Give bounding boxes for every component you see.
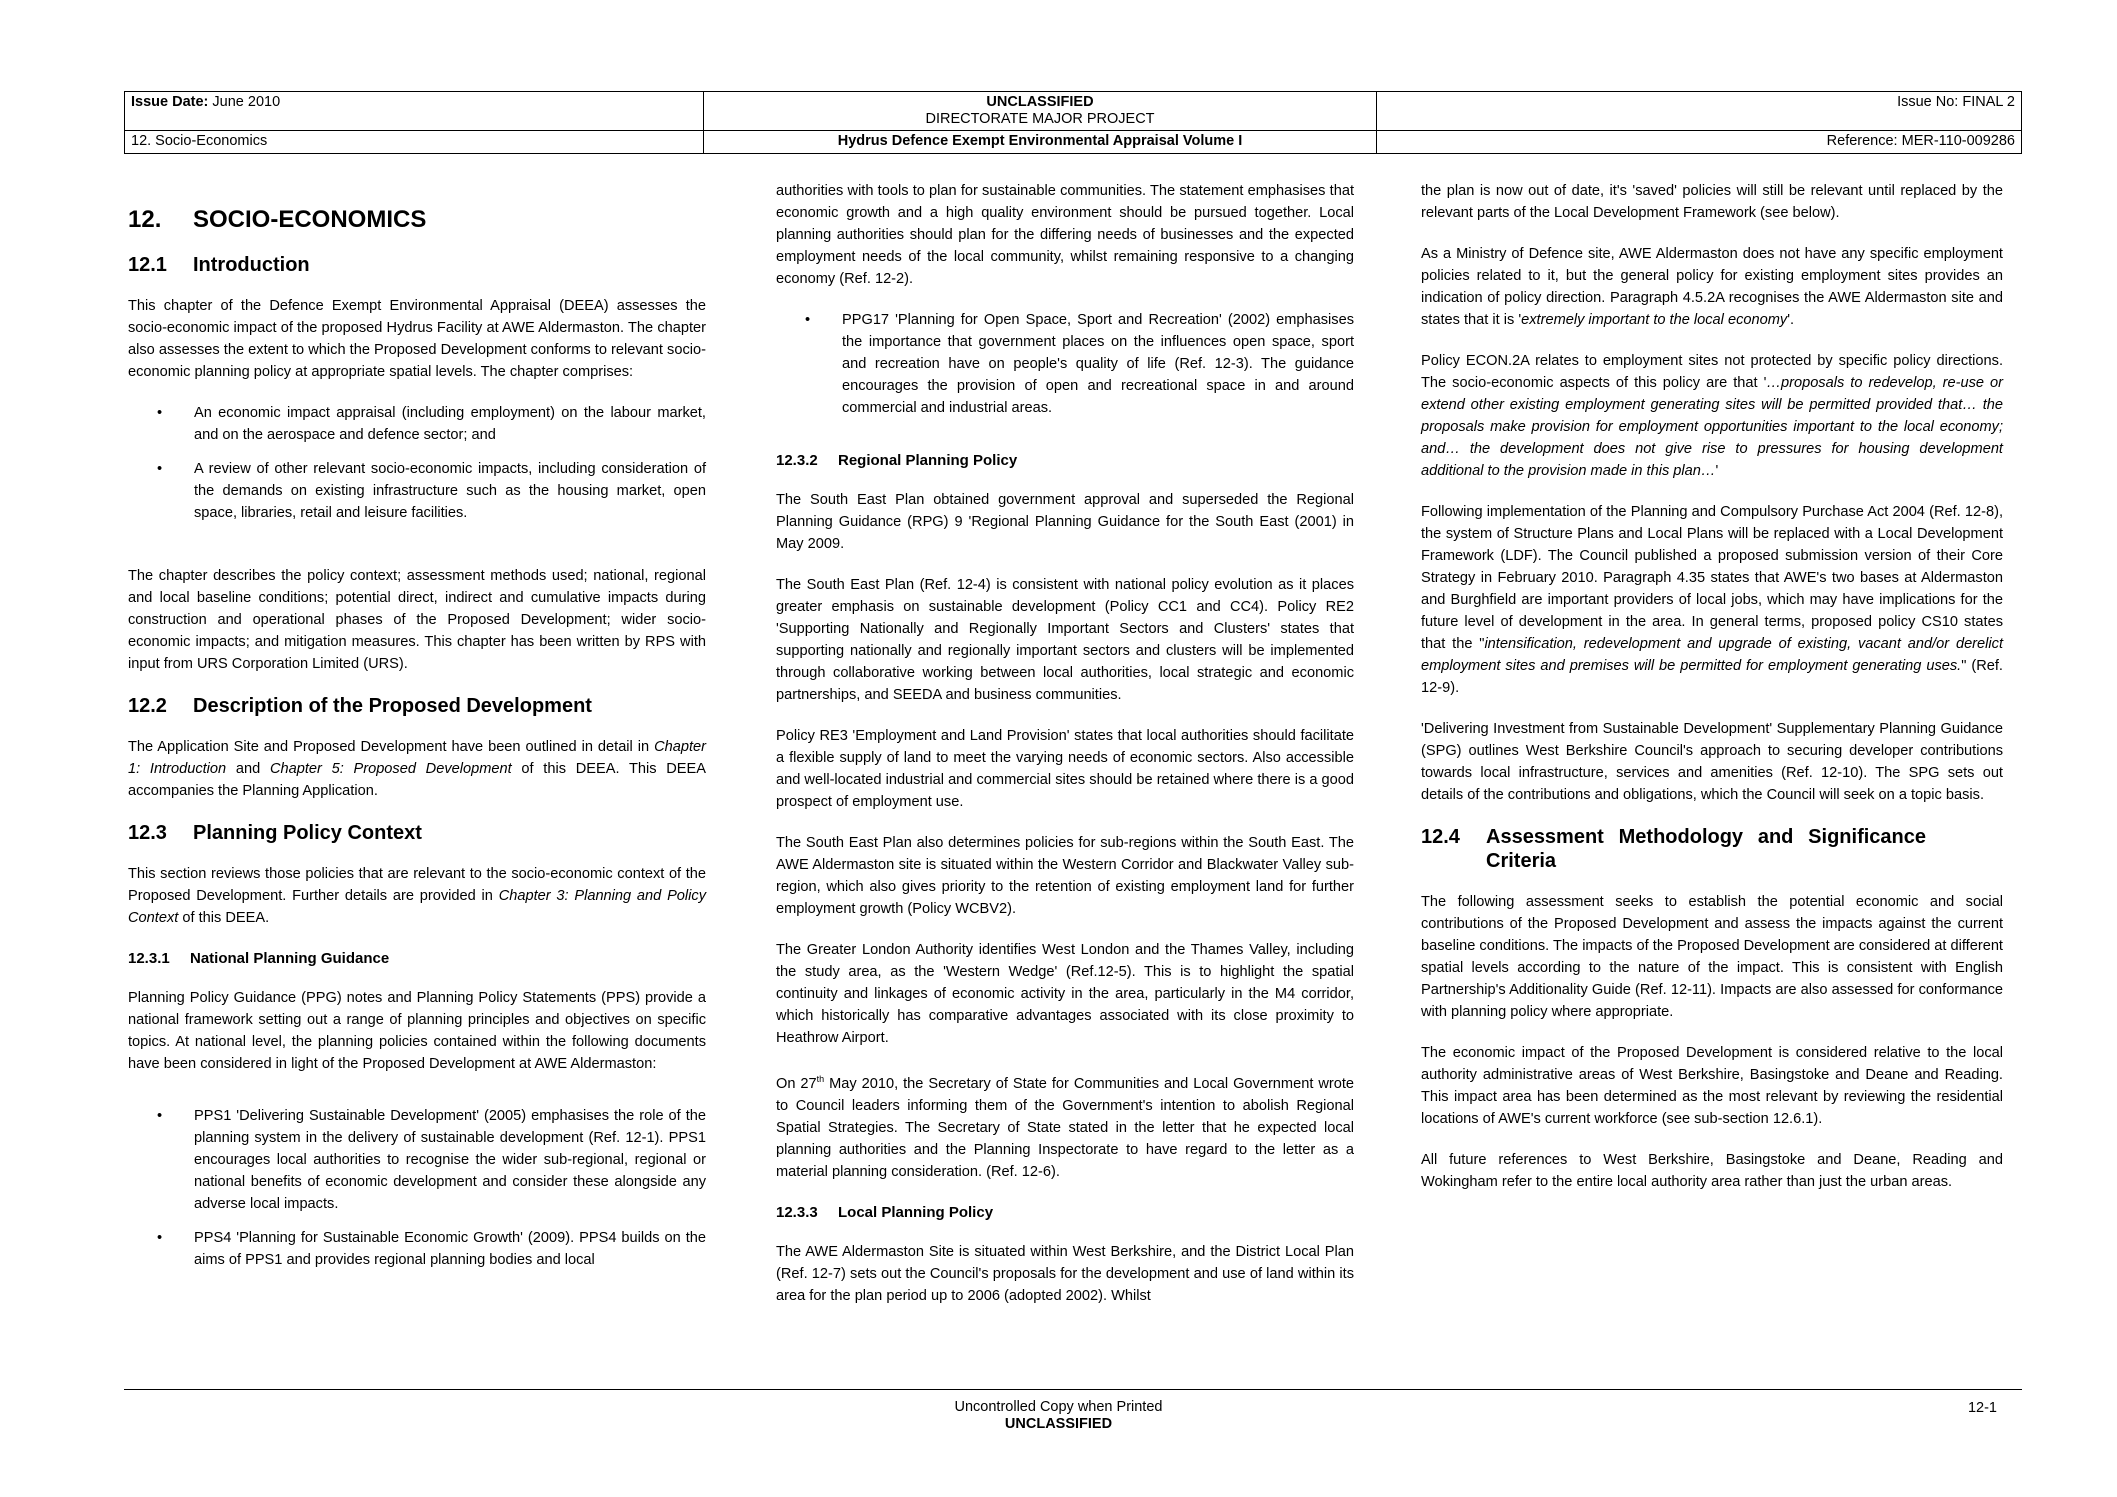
left-column: [128, 180, 706, 1290]
paragraph: The AWE Aldermaston Site is situated within West Berkshire, and the District Local Plan (Ref. 12-7) sets out the Council's proposals for the development and use of land within its area for the plan period up to 2006 (adopted 2002). Whilst: [776, 1243, 1354, 1304]
section-title: Assessment Methodology and Significance Criteria: [1486, 826, 1926, 872]
quotation: …proposals to redevelop, re-use or extend other existing employment generating sites will be permitted provided that… the proposals make provision for employment opportunities important to the local economy; and… the development does not give rise to pressures for housing development additional to the provision made in this plan…: [1421, 375, 2003, 479]
section-number: 12.4: [1421, 826, 1460, 848]
list-item: • An economic impact appraisal (including employment) on the labour market, and on the aerospace and defence sector; and: [128, 402, 706, 446]
header-classification: UNCLASSIFIED: [986, 94, 1094, 110]
paragraph: This chapter of the Defence Exempt Environmental Appraisal (DEEA) assesses the socio-economic impact of the proposed Hydrus Facility at AWE Aldermaston. The chapter also assesses the extent to which the Proposed Development conforms to relevant socio-economic planning policy at appropriate spatial levels. The chapter comprises:: [128, 298, 706, 380]
bullet-list: [776, 309, 1354, 419]
subsection-heading-local: [776, 1202, 1354, 1224]
text-run: " (Ref. 12-9).: [1421, 658, 2003, 696]
paragraph: [1421, 350, 2003, 482]
issue-date-cell: [125, 92, 704, 131]
text-run: ': [1715, 463, 1719, 479]
section-heading-description: [128, 694, 706, 718]
text-run: This section reviews those policies that are relevant to the socio-economic context of the Proposed Development. Further details are provided in: [128, 866, 706, 904]
text-run: '.: [1787, 312, 1795, 328]
footer-classification: UNCLASSIFIED: [1004, 1416, 1113, 1432]
subsection-number: 12.3.1: [128, 950, 170, 967]
section-heading-assessment: [1421, 825, 2003, 873]
paragraph: The following assessment seeks to establish the potential economic and social contributions of the Proposed Development and assess the impacts against the current baseline conditions. The impacts of the Proposed Development are considered at different spatial levels according to the nature of the impact. This is consistent with English Partnership's Additionality Guide (Ref. 12-11). Impacts are also assessed for conformance with planning policy where appropriate.: [1421, 894, 2003, 1020]
text-run: Policy ECON.2A relates to employment sites not protected by specific policy directions. The socio-economic aspects of this policy are that ': [1421, 353, 2003, 391]
subsection-title: Regional Planning Policy: [838, 452, 1018, 469]
chapter-reference: Chapter 1: Introduction: [128, 739, 706, 777]
chapter-reference: Chapter 5: Proposed Development: [269, 761, 512, 777]
paragraph: The South East Plan (Ref. 12-4) is consistent with national policy evolution as it places greater emphasis on sustainable development (Policy CC1 and CC4). Policy RE2 'Supporting Nationally and Regionally Important Sectors and Clusters' states that supporting nationally and regionally important sectors and clusters will be implemented through collaborative working between local authorities, local strategic and economic partnerships, and SEEDA and business communities.: [776, 577, 1354, 703]
issue-date-value: June 2010: [212, 94, 281, 110]
paragraph: The chapter describes the policy context; assessment methods used; national, regional and local baseline conditions; potential direct, indirect and cumulative impacts during construction and operational phases of the Proposed Development; wider socio-economic impacts; and mitigation measures. This chapter has been written by RPS with input from URS Corporation Limited (URS).: [128, 568, 706, 672]
section-heading-planning-policy: [128, 821, 706, 845]
bullet-list: [128, 402, 706, 524]
superscript: th: [816, 1074, 825, 1084]
section-number: 12.2: [128, 695, 167, 717]
bullet-list: [128, 1105, 706, 1271]
text-run: On 27: [776, 1075, 817, 1092]
right-column: [1421, 180, 2003, 1212]
document-header: [124, 91, 2022, 154]
section-number: 12.3: [128, 822, 167, 844]
header-reference: Reference: MER-110-009286: [1377, 131, 2022, 154]
paragraph: Planning Policy Guidance (PPG) notes and Planning Policy Statements (PPS) provide a national framework setting out a range of planning principles and objectives on specific topics. At national level, the planning policies contained within the following documents have been considered in light of the Proposed Development at AWE Aldermaston:: [128, 990, 706, 1072]
subsection-number: 12.3.2: [776, 452, 818, 469]
text-run: of this DEEA. This DEEA accompanies the Planning Application.: [128, 761, 706, 799]
footer-copy-notice: Uncontrolled Copy when Printed: [954, 1399, 1163, 1415]
issue-date-label: Issue Date:: [131, 94, 209, 110]
subsection-heading-regional: [776, 450, 1354, 472]
paragraph: Policy RE3 'Employment and Land Provision' states that local authorities should facilitate a flexible supply of land to meet the varying needs of economic sectors. Also accessible and well-located industrial and commercial sites should be retained where there is a good prospect of employment use.: [776, 728, 1354, 810]
paragraph: 'Delivering Investment from Sustainable Development' Supplementary Planning Guidance (SPG) outlines West Berkshire Council's approach to securing developer contributions towards local infrastructure, services and amenities (Ref. 12-10). The SPG sets out details of the contributions and obligations, which the Council will seek on a topic basis.: [1421, 721, 2003, 803]
text-run: and: [226, 761, 270, 777]
chapter-number: 12.: [128, 206, 162, 233]
section-title: Introduction: [193, 254, 310, 276]
subsection-title: National Planning Guidance: [190, 950, 390, 967]
paragraph: [128, 863, 706, 929]
section-heading-introduction: [128, 253, 706, 277]
text-run: The Application Site and Proposed Development have been outlined in detail in: [128, 739, 655, 755]
chapter-title: SOCIO-ECONOMICS: [193, 206, 427, 233]
paragraph: [776, 1068, 1354, 1183]
paragraph: The South East Plan obtained government approval and superseded the Regional Planning Guidance (RPG) 9 'Regional Planning Guidance for the South East (2001) in May 2009.: [776, 492, 1354, 552]
chapter-heading: [128, 206, 706, 234]
page-number: 12-1: [1967, 1400, 1997, 1416]
quotation: intensification, redevelopment and upgrade of existing, vacant and/or derelict employment sites and premises will be permitted for employment generating uses.: [1421, 636, 2003, 674]
header-chapter: 12. Socio-Economics: [125, 131, 704, 154]
paragraph: All future references to West Berkshire, Basingstoke and Deane, Reading and Wokingham refer to the entire local authority area rather than just the urban areas.: [1421, 1152, 2003, 1190]
header-doc-title: Hydrus Defence Exempt Environmental Appraisal Volume I: [704, 131, 1377, 154]
paragraph: The economic impact of the Proposed Development is considered relative to the local authority administrative areas of West Berkshire, Basingstoke and Deane and Reading. This impact area has been determined as the most relevant by reviewing the residential locations of AWE's current workforce (see sub-section 12.6.1).: [1421, 1045, 2003, 1127]
section-number: 12.1: [128, 254, 167, 276]
chapter-reference: Chapter 3: Planning and Policy Context: [128, 888, 706, 926]
subsection-heading-national: [128, 948, 706, 970]
footer-rule: [124, 1389, 2022, 1390]
subsection-number: 12.3.3: [776, 1203, 818, 1221]
issue-no: Issue No: FINAL 2: [1377, 92, 2022, 131]
text-run: May 2010, the Secretary of State for Communities and Local Government wrote to Council leaders informing them of the Government's intention to abolish Regional Spatial Strategies. The Secretary of State stated in the letter that he expected local planning authorities and the Planning Inspectorate to have regard to the letter as a material planning consideration. (Ref. 12-6).: [776, 1075, 1354, 1180]
classification-cell: [704, 92, 1377, 131]
paragraph: The South East Plan also determines policies for sub-regions within the South East. The AWE Aldermaston site is situated within the Western Corridor and Blackwater Valley sub-region, which also gives priority to the retention of existing employment land for further employment growth (Policy WCBV2).: [776, 835, 1354, 917]
header-project: DIRECTORATE MAJOR PROJECT: [925, 111, 1155, 127]
paragraph: the plan is now out of date, it's 'saved' policies will still be relevant until replaced by the relevant parts of the Local Development Framework (see below).: [1421, 183, 2003, 221]
list-item: • A review of other relevant socio-economic impacts, including consideration of the demands on existing infrastructure such as the housing market, open space, libraries, retail and leisure facilities.: [128, 458, 706, 524]
paragraph: [128, 736, 706, 802]
section-title: Planning Policy Context: [193, 822, 422, 844]
paragraph: The Greater London Authority identifies West London and the Thames Valley, including the study area, as the 'Western Wedge' (Ref.12-5). This is to highlight the spatial continuity and linkages of economic activity in the area, particularly in the M4 corridor, which historically has comparative advantages associated with its close proximity to Heathrow Airport.: [776, 942, 1354, 1046]
list-item: • PPS1 'Delivering Sustainable Development' (2005) emphasises the role of the planning system in the delivery of sustainable development (Ref. 12-1). PPS1 encourages local authorities to recognise the wider sub-regional, regional or national benefits of economic development and consider these alongside any adverse local impacts.: [128, 1105, 706, 1215]
quotation: extremely important to the local economy: [1521, 312, 1788, 328]
paragraph: [1421, 501, 2003, 699]
list-item-continuation: authorities with tools to plan for sustainable communities. The statement emphasises that economic growth and a high quality environment should be pursued together. Local planning authorities should plan for the differing needs of businesses and the expected employment needs of the local community, whilst remaining responsive to a changing economy (Ref. 12-2).: [776, 183, 1354, 287]
paragraph: [1421, 243, 2003, 331]
section-title: Description of the Proposed Development: [193, 695, 592, 717]
subsection-title: Local Planning Policy: [838, 1203, 994, 1221]
text-run: As a Ministry of Defence site, AWE Aldermaston does not have any specific employment policies related to it, but the general policy for existing employment sites provides an indication of policy direction. Paragraph 4.5.2A recognises the AWE Aldermaston site and states that it is ': [1421, 246, 2003, 328]
text-run: of this DEEA.: [178, 910, 270, 926]
text-run: Following implementation of the Planning and Compulsory Purchase Act 2004 (Ref. 12-8), the system of Structure Plans and Local Plans will be replaced with a Local Development Framework (LDF). The Council published a proposed submission version of their Core Strategy in February 2010. Paragraph 4.35 states that AWE's two bases at Aldermaston and Burghfield are important providers of local jobs, which may have implications for the future level of development in the area. In general terms, proposed policy CS10 states that the ": [1421, 504, 2003, 652]
list-item: • PPG17 'Planning for Open Space, Sport and Recreation' (2002) emphasises the importance that government places on the influences open space, sport and recreation have on people's quality of life (Ref. 12-3). The guidance encourages the provision of open and recreational space in and around commercial and industrial areas.: [776, 309, 1354, 419]
middle-column: [776, 180, 1354, 1326]
list-item: • PPS4 'Planning for Sustainable Economic Growth' (2009). PPS4 builds on the aims of PPS1 and provides regional planning bodies and local: [128, 1227, 706, 1271]
